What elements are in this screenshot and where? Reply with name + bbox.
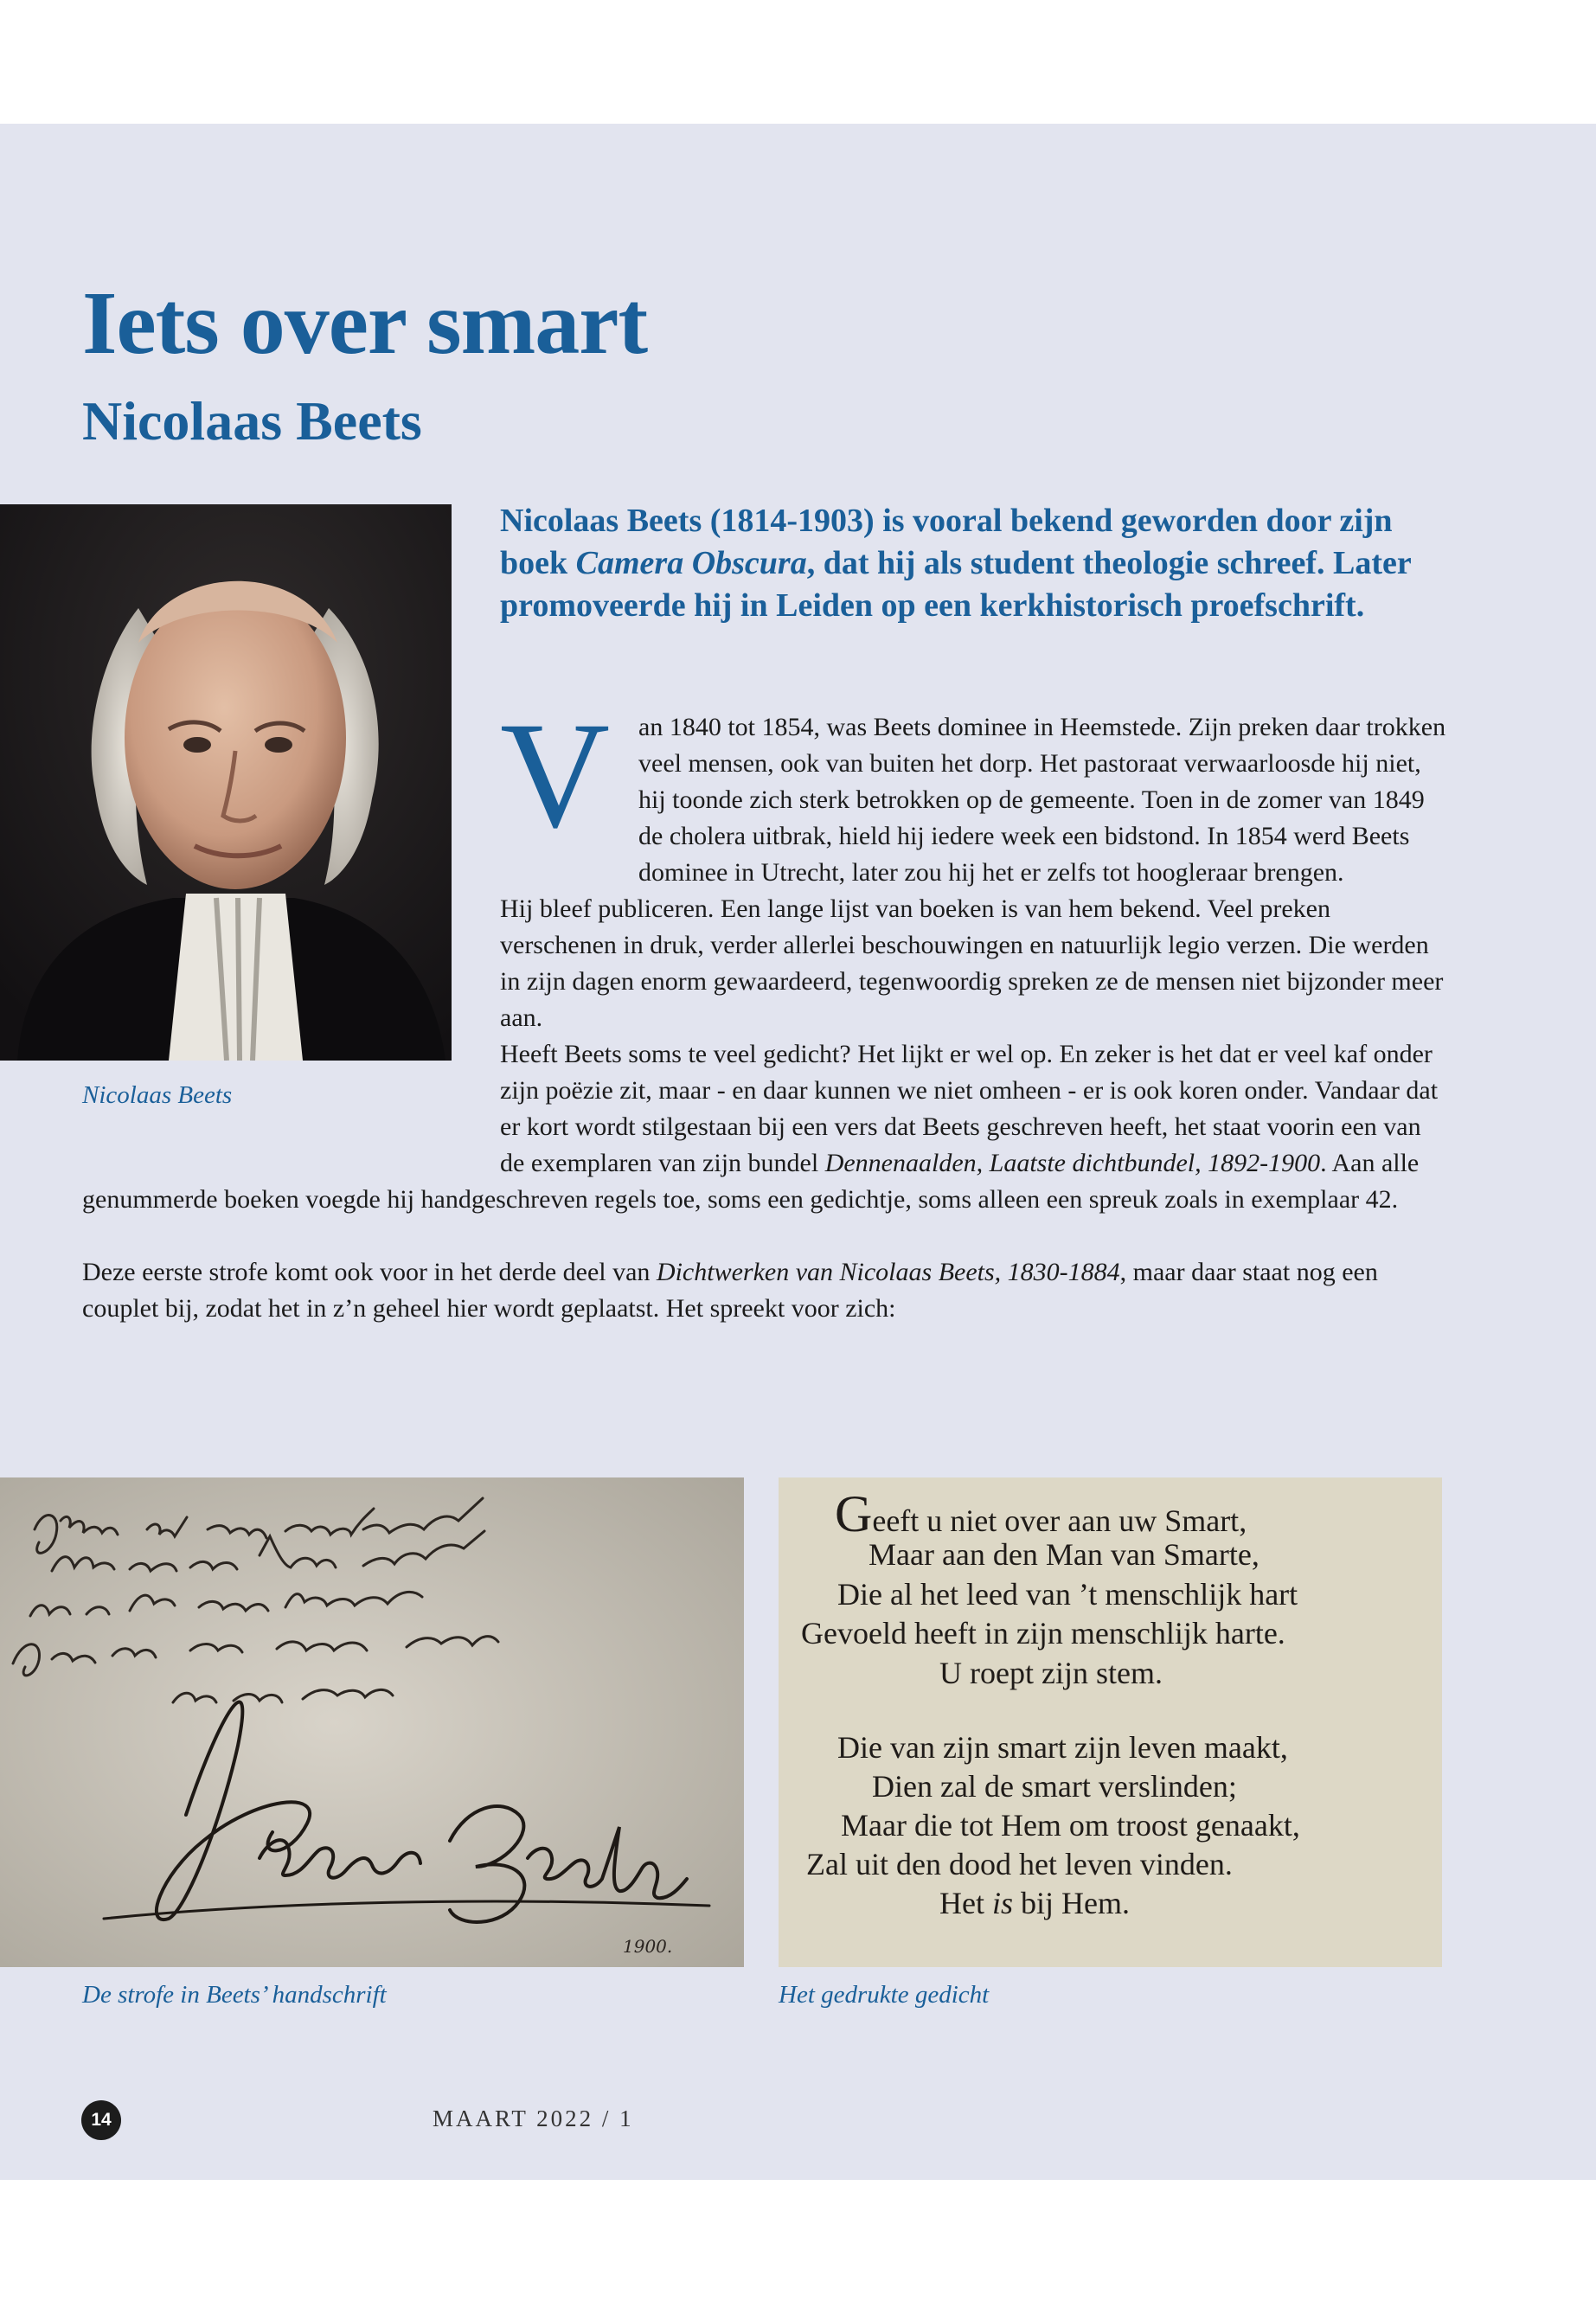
body-paragraph-2: Hij bleef publiceren. Een lange lijst van boeken is van hem bekend. Veel preken verschenen in druk, verder allerlei beschouwingen en natuurlijk legio verzen. Die werden in zijn dagen enorm gewaardeerd, tegenwoordig spreken ze de mensen niet bijzonder meer aan.	[500, 894, 1444, 1032]
body-paragraph-3-text-start: Heeft Beets soms te veel gedicht? Het lijkt er wel op. En zeker is het dat er veel kaf onder zijn poëzie zit, maar - en daar kunnen we niet omheen - er is ook koren onder. Vandaar dat er kort wordt stilgestaan bij een vers dat Beets geschreven heeft, het staat voorin een van de exemplaren van zijn bundel	[500, 1040, 1439, 1177]
body-paragraph-3-text-end: . Aan alle genummerde boeken voegde hij handgeschreven regels toe, soms een gedichtje, soms alleen een spreuk zoals in exemplaar 42.	[82, 1149, 1420, 1214]
paragraph-gap	[82, 1218, 1449, 1254]
issue-label: MAART 2022 / 1	[433, 2106, 634, 2131]
lead-book-title: Camera Obscura	[575, 545, 807, 581]
article-title: Iets over smart	[82, 273, 648, 373]
printed-poem-image	[779, 1477, 1442, 1967]
body-paragraph-4-text-start: Deze eerste strofe komt ook voor in het derde deel van	[82, 1258, 657, 1286]
body-paragraph-1-text: an 1840 tot 1854, was Beets dominee in Heemstede. Zijn preken daar trokken veel mensen, ook van buiten het dorp. Het pastoraat verwaarloosde hij niet, hij toonde zich sterk betrokken op de gemeente. Toen in de zomer van 1849 de cholera uitbrak, hield hij iedere week een bidstond. In 1854 werd Beets dominee in Utrecht, later zou hij het er zelfs tot hoogleraar brengen.	[638, 713, 1446, 887]
handwriting-drawing	[0, 1477, 744, 1967]
printed-poem-caption: Het gedrukte gedicht	[779, 1981, 990, 2009]
poem-line-5: U roept zijn stem.	[939, 1656, 1163, 1690]
portrait-float-space	[82, 709, 500, 1160]
lead-paragraph	[500, 500, 1452, 627]
body-paragraph-4-book: Dichtwerken van Nicolaas Beets, 1830-1884	[656, 1258, 1120, 1286]
poem-line-6: Die van zijn smart zijn leven maakt,	[837, 1730, 1288, 1765]
portrait-caption: Nicolaas Beets	[82, 1081, 233, 1109]
poem-line-1	[835, 1485, 1247, 1542]
poem-line-7: Dien zal de smart verslinden;	[872, 1769, 1237, 1804]
poem-line-10-b: is	[991, 1886, 1013, 1920]
handwriting-caption: De strofe in Beets’ handschrift	[82, 1981, 387, 2009]
article-body	[82, 691, 1449, 1327]
poem-initial: G	[835, 1485, 873, 1542]
lead-text-end: , dat hij als student theologie schreef. Later promoveerde hij in Leiden op een kerkhistorisch proefschrift.	[500, 545, 1412, 624]
poem-line-3: Die al het leed van ’t menschlijk hart	[837, 1577, 1298, 1612]
drop-cap: V	[500, 691, 611, 860]
poem-line-10-c: bij Hem.	[1013, 1886, 1130, 1920]
poem-line-4: Gevoeld heeft in zijn menschlijk harte.	[801, 1616, 1285, 1650]
body-paragraph-4	[82, 1254, 1449, 1327]
lead-text-start: Nicolaas Beets (1814-1903) is vooral bekend geworden door zijn boek	[500, 503, 1393, 581]
poem-line-10-a: Het	[939, 1886, 992, 1920]
body-paragraph-4-text-end: , maar daar staat nog een couplet bij, zodat het in z’n geheel hier wordt geplaatst. Het spreekt voor zich:	[82, 1258, 1378, 1323]
poem-line-2: Maar aan den Man van Smarte,	[869, 1537, 1259, 1572]
handwriting-year: 1900.	[623, 1936, 673, 1957]
page-number-badge: 14	[81, 2100, 121, 2140]
handwriting-image	[0, 1477, 744, 1967]
poem-line-9: Zal uit den dood het leven vinden.	[806, 1847, 1233, 1881]
article-author: Nicolaas Beets	[82, 390, 422, 452]
poem-line-1-text: eeft u niet over aan uw Smart,	[872, 1503, 1247, 1538]
poem-line-8: Maar die tot Hem om troost genaakt,	[841, 1808, 1300, 1843]
body-paragraph-3-book: Dennenaalden, Laatste dichtbundel, 1892-1900	[824, 1149, 1321, 1177]
poem-line-10	[939, 1884, 1130, 1923]
